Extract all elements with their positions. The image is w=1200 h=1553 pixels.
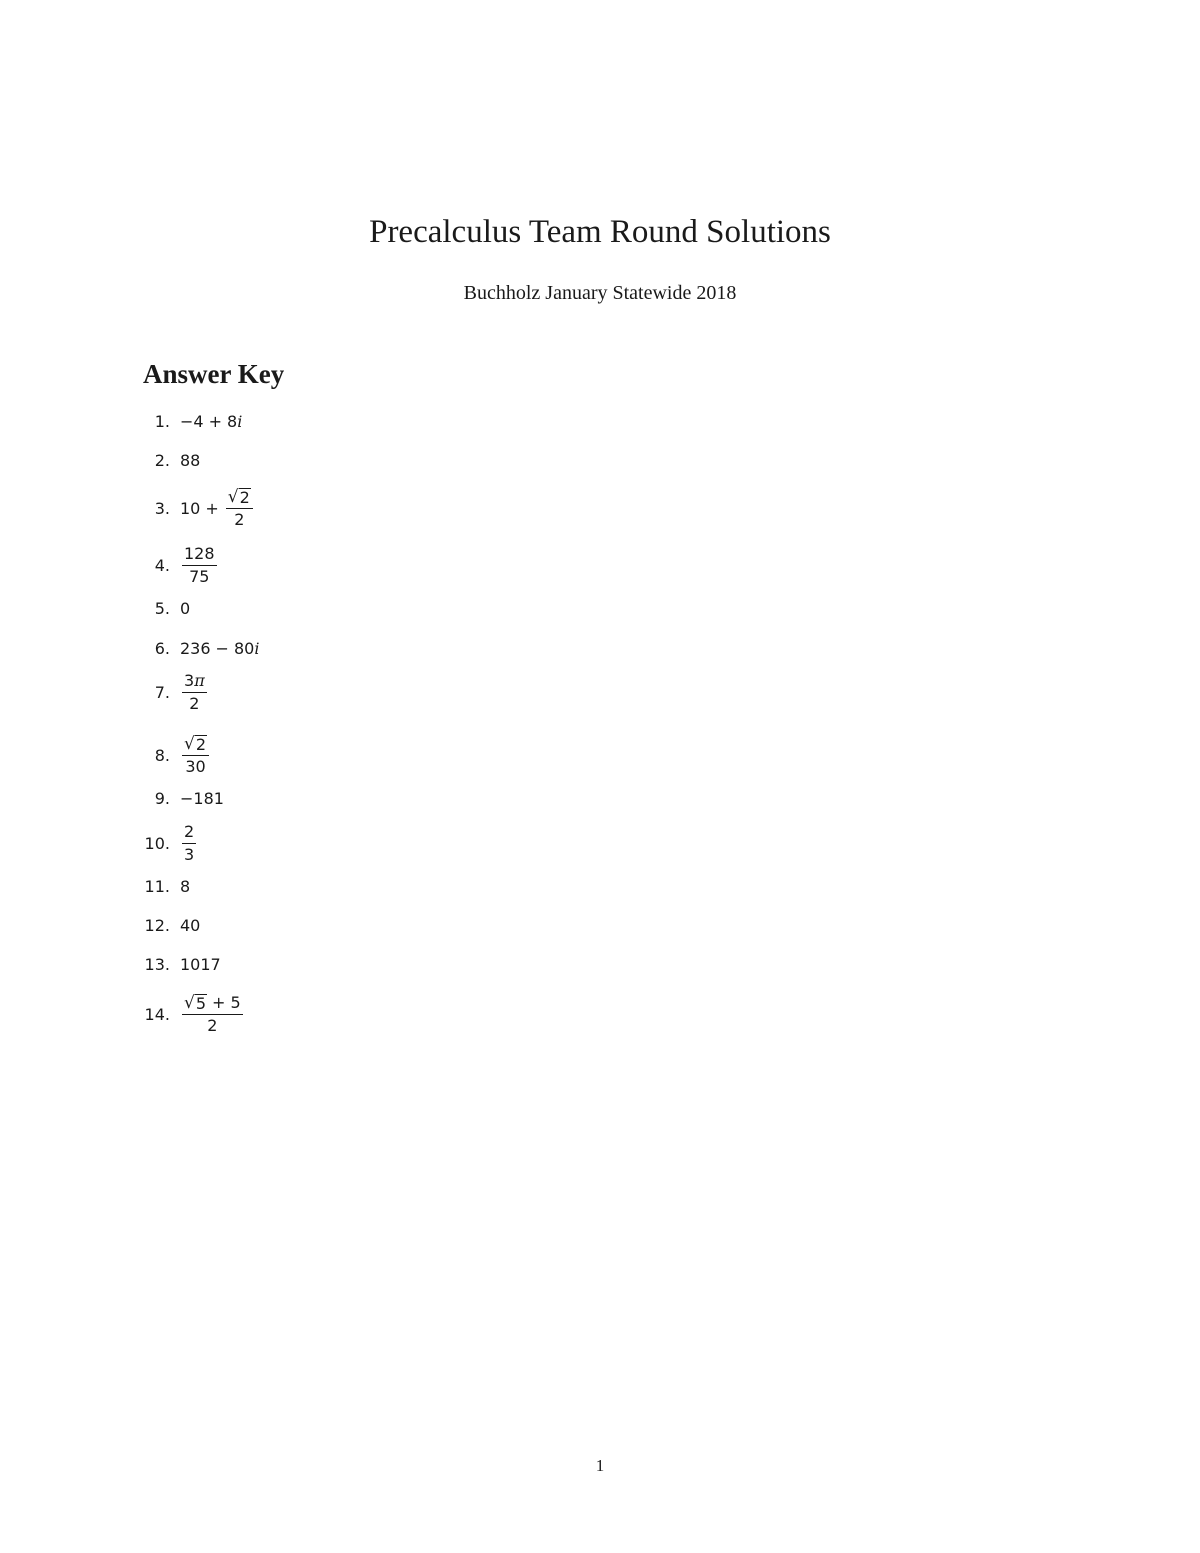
answer-operator: + xyxy=(208,411,222,431)
square-root: √ 2 xyxy=(184,733,207,754)
fraction-numerator xyxy=(182,671,207,693)
answer-operator: + xyxy=(212,992,226,1012)
fraction xyxy=(182,671,207,714)
answer-number: 14. xyxy=(144,1004,170,1024)
fraction-numerator: 128 xyxy=(182,544,217,566)
fraction-denominator: 3 xyxy=(184,844,195,864)
answer-item-7 xyxy=(0,662,600,722)
answer-number: 6. xyxy=(154,638,170,658)
square-root: √ 2 xyxy=(227,486,250,507)
answer-item-14 xyxy=(0,984,600,1044)
fraction-denominator: 2 xyxy=(207,1015,218,1035)
answer-term: 10 xyxy=(180,498,201,518)
answer-value xyxy=(180,671,209,714)
radicand: 2 xyxy=(195,734,207,754)
answer-value: 0 xyxy=(180,598,191,618)
answer-number: 8. xyxy=(154,745,170,765)
answer-operator: − xyxy=(215,638,229,658)
answer-number: 1. xyxy=(154,411,170,431)
answer-value: 40 xyxy=(180,915,201,935)
page-number: 1 xyxy=(595,1456,605,1475)
fraction-numerator xyxy=(226,487,253,509)
imaginary-unit: i xyxy=(237,411,243,431)
answer-number: 13. xyxy=(144,954,170,974)
answer-item-3 xyxy=(0,478,600,538)
answer-number: 2. xyxy=(154,450,170,470)
answer-term: −4 xyxy=(180,411,204,431)
fraction-denominator: 75 xyxy=(189,566,210,586)
answer-value: 8 xyxy=(180,876,191,896)
answer-term: 80 xyxy=(233,638,255,658)
radicand: 5 xyxy=(195,993,207,1013)
answer-value xyxy=(180,993,245,1036)
answer-value: 88 xyxy=(180,450,201,470)
answer-number: 11. xyxy=(144,876,170,896)
answer-value: −181 xyxy=(180,788,224,808)
document-subtitle: Buchholz January Statewide 2018 xyxy=(463,282,737,304)
fraction-denominator: 2 xyxy=(234,509,245,529)
answer-value xyxy=(180,487,255,530)
fraction-numerator xyxy=(182,993,243,1015)
fraction-denominator: 30 xyxy=(185,756,206,776)
fraction-numerator: 2 xyxy=(182,822,196,844)
radicand: 2 xyxy=(239,487,250,507)
section-heading: Answer Key xyxy=(143,359,285,389)
document-title: Precalculus Team Round Solutions xyxy=(369,214,831,250)
square-root: √ 5 xyxy=(184,992,207,1013)
imaginary-unit: i xyxy=(254,638,260,658)
fraction-denominator: 2 xyxy=(189,693,200,713)
coefficient: 3 xyxy=(184,670,195,690)
answer-number: 5. xyxy=(154,598,170,618)
answer-number: 10. xyxy=(144,833,170,853)
pi-symbol: π xyxy=(194,670,205,690)
answer-number: 3. xyxy=(154,498,170,518)
answer-operator: + xyxy=(205,498,219,518)
answer-term: 236 xyxy=(180,638,211,658)
answer-number: 12. xyxy=(144,915,170,935)
answer-term: 5 xyxy=(230,992,241,1012)
answer-value xyxy=(180,412,242,431)
fraction xyxy=(226,487,253,530)
answer-number: 7. xyxy=(154,682,170,702)
answer-value: 1017 xyxy=(180,954,221,974)
answer-number: 9. xyxy=(154,788,170,808)
fraction xyxy=(182,993,243,1036)
answer-number: 4. xyxy=(154,555,170,575)
fraction-numerator xyxy=(182,734,209,756)
answer-term: 8 xyxy=(227,411,238,431)
answer-value xyxy=(180,639,259,658)
